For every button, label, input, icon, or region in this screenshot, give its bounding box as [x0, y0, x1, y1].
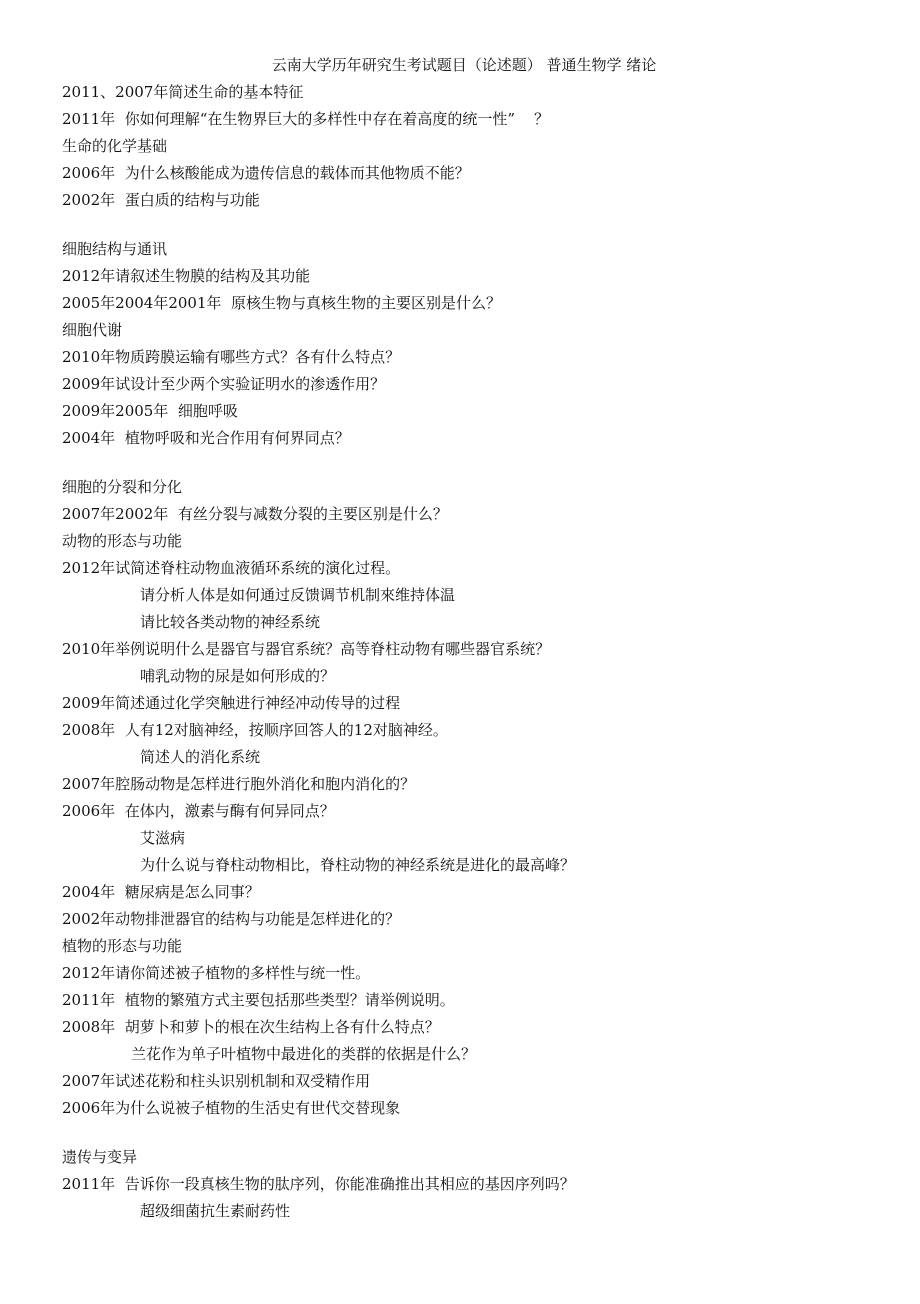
text-line: 2012年试简述脊柱动物血液循环系统的演化过程。	[62, 559, 401, 577]
text-line: 2005年2004年2001年 原核生物与真核生物的主要区别是什么？	[62, 294, 502, 312]
text-line: 细胞代谢	[62, 321, 123, 339]
text-line: 请分析人体是如何通过反馈调节机制來维持体温	[140, 586, 456, 604]
text-line: 2009年2005年 细胞呼吸	[62, 402, 238, 420]
text-line: 2004年 糖尿病是怎么同事？	[62, 883, 260, 901]
text-line: 2007年试述花粉和柱头识别机制和双受精作用	[62, 1072, 371, 1090]
text-line: 2007年腔肠动物是怎样进行胞外消化和胞内消化的？	[62, 775, 416, 793]
document-body	[0, 79, 920, 1225]
text-line: 为什么说与脊柱动物相比，脊柱动物的神经系统是进化的最高峰？	[140, 856, 576, 874]
document-title: 云南大学历年研究生考试题目（论述题） 普通生物学 绪论	[271, 56, 657, 74]
paragraph-gap	[0, 1122, 920, 1144]
text-line: 2010年举例说明什么是器官与器官系统？高等脊柱动物有哪些器官系统？	[62, 640, 551, 658]
text-line: 2009年试设计至少两个实验证明水的渗透作用？	[62, 375, 386, 393]
text-line: 2008年 胡萝卜和萝卜的根在次生结构上各有什么特点？	[62, 1018, 440, 1036]
paragraph-gap	[0, 452, 920, 474]
text-line: 请比较各类动物的神经系统	[140, 613, 321, 631]
text-line: 细胞的分裂和分化	[62, 478, 183, 496]
text-line: 2011年 植物的繁殖方式主要包括那些类型？请举例说明。	[62, 991, 455, 1009]
text-line: 细胞结构与通讯	[62, 240, 168, 258]
text-line: 2002年动物排泄器官的结构与功能是怎样进化的？	[62, 910, 401, 928]
text-line: 艾滋病	[140, 829, 186, 847]
text-line: 2006年 在体内，激素与酶有何异同点？	[62, 802, 335, 820]
text-line: 2008年 人有12对脑神经，按顺序回答人的12对脑神经。	[62, 721, 448, 739]
text-line: 2006年 为什么核酸能成为遗传信息的载体而其他物质不能？	[62, 164, 470, 182]
text-line: 2002年 蛋白质的结构与功能	[62, 191, 260, 209]
text-line: 2010年物质跨膜运输有哪些方式？各有什么特点？	[62, 348, 401, 366]
text-line: 2011年 告诉你一段真核生物的肽序列，你能准确推出其相应的基因序列吗？	[62, 1175, 575, 1193]
text-line: 2012年请叙述生物膜的结构及其功能	[62, 267, 311, 285]
text-line: 超级细菌抗生素耐药性	[140, 1202, 291, 1220]
text-line: 2004年 植物呼吸和光合作用有何界同点？	[62, 429, 350, 447]
text-line: 动物的形态与功能	[62, 532, 183, 550]
text-line: 2012年请你简述被子植物的多样性与统一性。	[62, 964, 371, 982]
text-line: 2011年 你如何理解“在生物界巨大的多样性中存在着高度的统一性” ？	[62, 110, 550, 128]
text-line: 遗传与变异	[62, 1148, 138, 1166]
text-line: 哺乳动物的尿是如何形成的？	[140, 667, 336, 685]
text-line: 植物的形态与功能	[62, 937, 183, 955]
text-line: 2009年简述通过化学突触进行神经冲动传导的过程	[62, 694, 401, 712]
text-line: 2007年2002年 有丝分裂与减数分裂的主要区别是什么？	[62, 505, 448, 523]
text-line: 简述人的消化系统	[140, 748, 261, 766]
document-page	[0, 52, 920, 1225]
paragraph-gap	[0, 214, 920, 236]
text-line: 2006年为什么说被子植物的生活史有世代交替现象	[62, 1099, 401, 1117]
text-line: 兰花作为单子叶植物中最进化的类群的依据是什么？	[131, 1045, 477, 1063]
text-line: 2011、2007年简述生命的基本特征	[62, 83, 304, 101]
text-line: 生命的化学基础	[62, 137, 168, 155]
